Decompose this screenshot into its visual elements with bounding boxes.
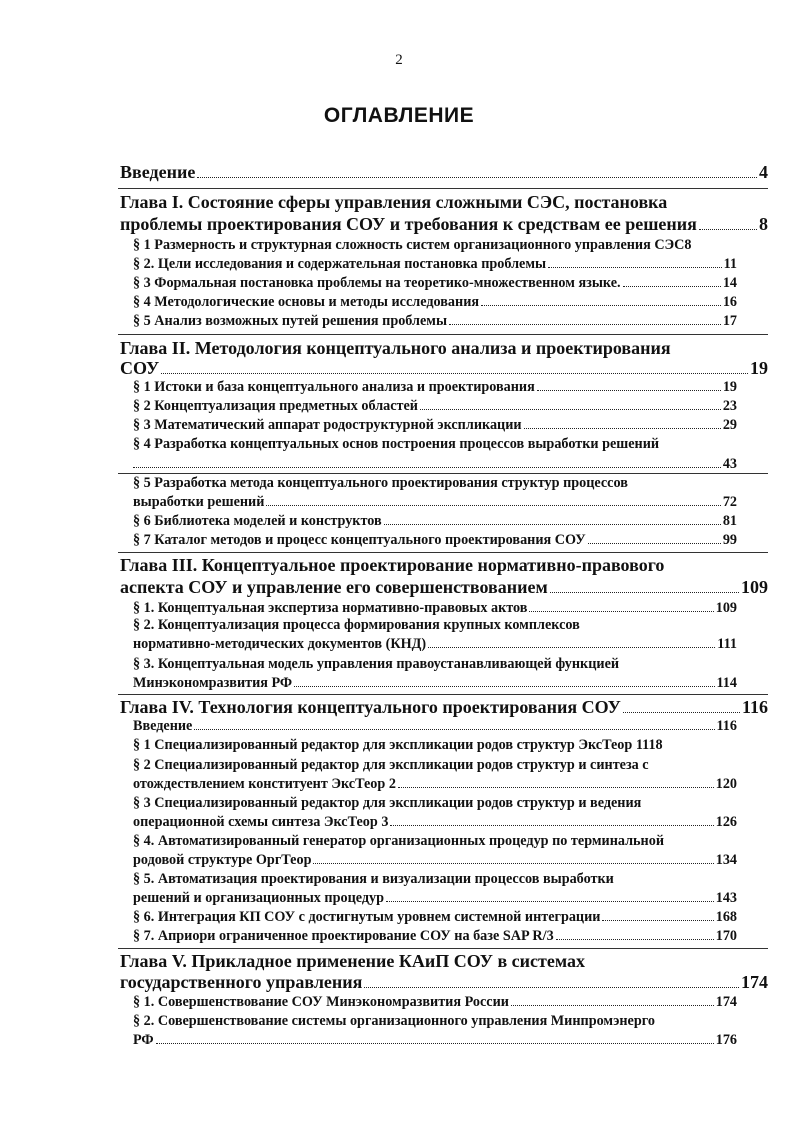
toc-page-number: 11 <box>723 256 737 272</box>
toc-page-number: 120 <box>715 776 737 792</box>
toc-entry-ch5-s2-line1[interactable]: § 2. Совершенствование системы организационного управления Минпромэнерго <box>133 1013 655 1029</box>
toc-entry-ch4-s6[interactable]: § 6. Интеграция КП СОУ с достигнутым уровнем системной интеграции 168 <box>133 909 737 925</box>
leader-dots <box>420 408 721 410</box>
leader-dots <box>699 228 757 230</box>
toc-page-number: 14 <box>722 275 737 291</box>
toc-page-number: 29 <box>722 417 737 433</box>
toc-entry-ch4-s5[interactable]: решений и организационных процедур 143 <box>133 890 737 906</box>
leader-dots <box>537 389 721 391</box>
toc-entry-intro[interactable] <box>120 163 768 181</box>
toc-page-number: 19 <box>750 358 768 378</box>
leader-dots <box>313 862 713 864</box>
toc-entry-ch3-s3-line1[interactable]: § 3. Концептуальная модель управления правоустанавливающей функцией <box>133 656 620 672</box>
toc-entry-ch2-s2[interactable]: § 2 Концептуализация предметных областей 23 <box>133 398 737 414</box>
toc-page-number: 174 <box>715 994 737 1010</box>
toc-entry-ch2-s4-line1[interactable]: § 4 Разработка концептуальных основ построения процессов выработки решений <box>133 436 660 452</box>
toc-entry-ch4-intro[interactable]: Введение 116 <box>133 718 737 734</box>
toc-page-number: 109 <box>741 577 768 597</box>
leader-dots <box>294 685 714 687</box>
chapter-5-title-line1[interactable]: Глава V. Прикладное применение КАиП СОУ в системах <box>120 951 585 971</box>
toc-entry-ch3-s1[interactable]: § 1. Концептуальная экспертиза нормативно-правовых актов 109 <box>133 600 737 616</box>
leader-dots <box>602 919 713 921</box>
toc-page-number: 126 <box>715 814 737 830</box>
toc-page-number: 43 <box>722 456 737 472</box>
toc-entry-ch4-s2[interactable]: отождествлением конституент ЭксТеор 2 120 <box>133 776 737 792</box>
divider <box>118 334 768 335</box>
toc-page-number: 16 <box>722 294 737 310</box>
leader-dots <box>390 824 713 826</box>
toc-page-number: 19 <box>722 379 737 395</box>
chapter-1-title-line2: проблемы проектирования СОУ и требования к средствам ее решения <box>120 214 697 234</box>
toc-entry-ch2-s7[interactable]: § 7 Каталог методов и процесс концептуального проектирования СОУ 99 <box>133 532 737 548</box>
toc-entry-ch4-s3-line1[interactable]: § 3 Специализированный редактор для экспликации родов структур и ведения <box>133 795 642 811</box>
toc-entry-chapter-5[interactable] <box>120 973 768 991</box>
divider <box>118 948 768 949</box>
leader-dots <box>556 938 714 940</box>
toc-page-number: 99 <box>722 532 737 548</box>
leader-dots <box>481 304 721 306</box>
leader-dots <box>197 176 757 178</box>
toc-page-number: 176 <box>715 1032 737 1048</box>
toc-entry-chapter-3[interactable] <box>120 578 768 596</box>
leader-dots <box>398 786 714 788</box>
toc-entry-ch3-s2-line1[interactable]: § 2. Концептуализация процесса формирования крупных комплексов <box>133 617 580 633</box>
chapter-5-title-line2: государственного управления <box>120 972 363 992</box>
toc-entry-ch2-s5-line1[interactable]: § 5 Разработка метода концептуального проектирования структур процессов <box>133 475 628 491</box>
toc-page-number: 111 <box>717 636 737 652</box>
leader-dots <box>384 523 721 525</box>
toc-page-number: 8 <box>759 214 768 234</box>
toc-entry-ch2-s3[interactable]: § 3 Математический аппарат родоструктурной экспликации 29 <box>133 417 737 433</box>
leader-dots <box>623 285 721 287</box>
toc-page-number: 134 <box>715 852 737 868</box>
toc-entry-chapter-2[interactable] <box>120 359 768 377</box>
chapter-2-title-line1[interactable]: Глава II. Методология концептуального анализа и проектирования <box>120 338 671 358</box>
toc-entry-ch2-s4[interactable] <box>133 457 737 471</box>
toc-entry-ch4-s3[interactable]: операционной схемы синтеза ЭксТеор 3 126 <box>133 814 737 830</box>
leader-dots <box>529 610 713 612</box>
leader-dots <box>161 372 748 374</box>
toc-entry-chapter-1[interactable] <box>120 215 768 233</box>
toc-entry-ch2-s6[interactable]: § 6 Библиотека моделей и конструктов 81 <box>133 513 737 529</box>
toc-page-number: 23 <box>722 398 737 414</box>
leader-dots <box>428 646 715 648</box>
toc-entry-ch1-s5[interactable]: § 5 Анализ возможных путей решения проблемы 17 <box>133 313 737 329</box>
leader-dots <box>548 266 721 268</box>
toc-page-number: 4 <box>759 162 768 182</box>
toc-entry-ch1-s2[interactable]: § 2. Цели исследования и содержательная постановка проблемы 11 <box>133 256 737 272</box>
toc-entry-ch4-s2-line1[interactable]: § 2 Специализированный редактор для экспликации родов структур и синтеза с <box>133 757 649 773</box>
chapter-1-title-line1[interactable]: Глава I. Состояние сферы управления сложными СЭС, постановка <box>120 192 668 212</box>
leader-dots <box>588 542 721 544</box>
toc-page-number: 174 <box>741 972 768 992</box>
divider <box>118 473 768 474</box>
toc-entry-ch1-s3[interactable]: § 3 Формальная постановка проблемы на теоретико-множественном языке. 14 <box>133 275 737 291</box>
chapter-3-title-line2: аспекта СОУ и управление его совершенствованием <box>120 577 548 597</box>
leader-dots <box>194 728 714 730</box>
toc-page-number: 116 <box>741 697 768 717</box>
toc-title: ОГЛАВЛЕНИЕ <box>323 104 475 127</box>
chapter-3-title-line1[interactable]: Глава III. Концептуальное проектирование нормативно-правового <box>120 555 665 575</box>
toc-page-number: 81 <box>722 513 737 529</box>
toc-entry-ch1-s4[interactable]: § 4 Методологические основы и методы исследования 16 <box>133 294 737 310</box>
leader-dots <box>449 323 721 325</box>
toc-page-number: 17 <box>722 313 737 329</box>
toc-page-number: 72 <box>722 494 737 510</box>
toc-entry-ch4-s1[interactable]: § 1 Специализированный редактор для экспликации родов структур ЭксТеор 1118 <box>133 737 663 753</box>
toc-entry-chapter-4[interactable] <box>120 698 768 716</box>
toc-entry-ch2-s1[interactable]: § 1 Истоки и база концептуального анализа и проектирования 19 <box>133 379 737 395</box>
leader-dots <box>524 427 721 429</box>
chapter-2-title-line2: СОУ <box>120 358 160 378</box>
leader-dots <box>550 591 739 593</box>
toc-entry-ch5-s2[interactable]: РФ 176 <box>133 1032 737 1048</box>
toc-entry-ch4-s7[interactable]: § 7. Априори ограниченное проектирование СОУ на базе SAP R/3 170 <box>133 928 737 944</box>
divider <box>118 188 768 189</box>
toc-entry-ch3-s2[interactable]: нормативно-методических документов (КНД) 111 <box>133 636 737 652</box>
divider <box>118 694 768 695</box>
toc-page-number: 168 <box>715 909 737 925</box>
toc-entry-text: Введение <box>120 162 196 182</box>
toc-entry-ch2-s5[interactable]: выработки решений 72 <box>133 494 737 510</box>
toc-entry-ch3-s3[interactable]: Минэкономразвития РФ 114 <box>133 675 737 691</box>
toc-entry-ch1-s1[interactable]: § 1 Размерность и структурная сложность систем организационного управления СЭС8 <box>133 237 692 253</box>
toc-entry-ch5-s1[interactable]: § 1. Совершенствование СОУ Минэкономразвития России 174 <box>133 994 737 1010</box>
divider <box>118 552 768 553</box>
toc-page-number: 114 <box>716 675 737 691</box>
leader-dots <box>133 466 721 468</box>
chapter-4-title: Глава IV. Технология концептуального проектирования СОУ <box>120 697 621 717</box>
toc-entry-ch4-s4-line1[interactable]: § 4. Автоматизированный генератор организационных процедур по терминальной <box>133 833 665 849</box>
toc-entry-ch4-s4[interactable]: родовой структуре ОргТеор 134 <box>133 852 737 868</box>
leader-dots <box>364 986 739 988</box>
toc-page-number: 109 <box>715 600 737 616</box>
toc-entry-ch4-s5-line1[interactable]: § 5. Автоматизация проектирования и визуализации процессов выработки <box>133 871 614 887</box>
leader-dots <box>266 504 720 506</box>
leader-dots <box>623 711 740 713</box>
toc-page-number: 143 <box>715 890 737 906</box>
toc-page-number: 170 <box>715 928 737 944</box>
toc-page-number: 116 <box>716 718 737 734</box>
leader-dots <box>511 1004 714 1006</box>
leader-dots <box>386 900 714 902</box>
page-number: 2 <box>395 52 403 68</box>
leader-dots <box>156 1042 714 1044</box>
